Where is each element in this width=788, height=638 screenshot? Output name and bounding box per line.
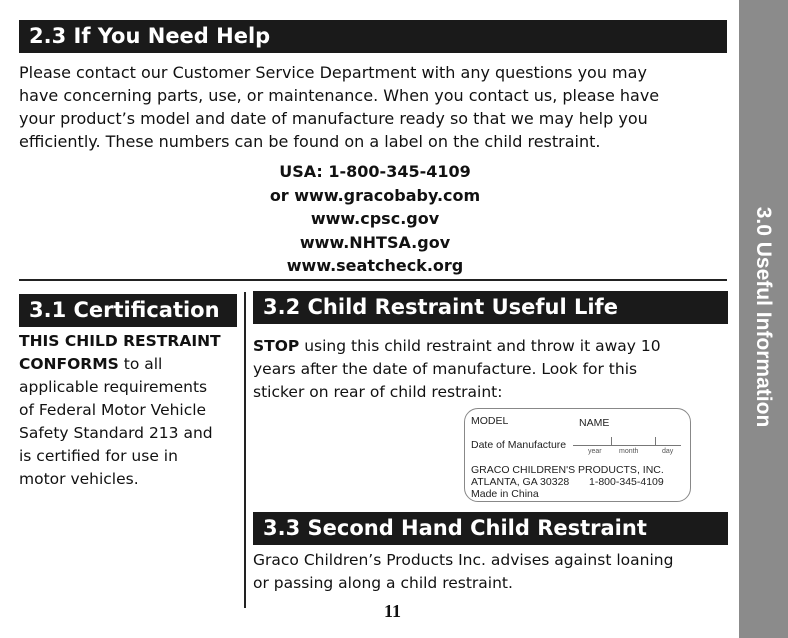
section-3-2-heading: 3.2 Child Restraint Useful Life	[253, 291, 728, 324]
section-2-3-heading: 2.3 If You Need Help	[19, 20, 727, 53]
body-line: efficiently. These numbers can be found on a label on the child restraint.	[19, 132, 601, 151]
vertical-divider	[244, 292, 246, 608]
body-line: have concerning parts, use, or maintenance. When you contact us, please have	[19, 86, 660, 105]
sticker-address: ATLANTA, GA 30328	[471, 476, 570, 488]
conforms-label: CONFORMS	[19, 355, 119, 373]
body-line: is certified for use in	[19, 447, 178, 465]
contact-list	[140, 160, 610, 278]
body-line: your product’s model and date of manufacture ready so that we may help you	[19, 109, 648, 128]
sticker-phone: 1-800-345-4109	[589, 476, 664, 488]
body-line: applicable requirements	[19, 378, 208, 396]
day-label: day	[662, 448, 674, 455]
page-number: 11	[384, 601, 402, 621]
section-3-3-body	[253, 549, 728, 595]
date-tick	[611, 437, 612, 445]
section-3-1-heading: 3.1 Certification	[19, 294, 237, 327]
sticker-company: GRACO CHILDREN'S PRODUCTS, INC.	[471, 464, 664, 476]
manufacture-sticker	[464, 408, 691, 502]
body-line: years after the date of manufacture. Look for this	[253, 360, 638, 378]
section-2-3-body	[19, 61, 729, 153]
website-link[interactable]: www.NHTSA.gov	[299, 232, 451, 252]
date-tick	[655, 437, 656, 445]
side-tab-label: 3.0 Useful Information	[752, 206, 775, 428]
body-text: using this child restraint and throw it away 10	[299, 337, 661, 355]
section-3-3-heading: 3.3 Second Hand Child Restraint	[253, 512, 728, 545]
website-link[interactable]: or www.gracobaby.com	[269, 185, 481, 205]
sticker-name-label: NAME	[579, 417, 610, 429]
stop-label: STOP	[253, 337, 300, 355]
body-line: or passing along a child restraint.	[253, 574, 513, 592]
year-label: year	[588, 448, 602, 455]
body-line: motor vehicles.	[19, 470, 139, 488]
conformance-statement: THIS CHILD RESTRAINT	[19, 332, 221, 350]
website-link[interactable]: www.cpsc.gov	[310, 209, 440, 228]
sticker-date-label: Date of Manufacture	[471, 439, 567, 451]
website-link[interactable]: www.seatcheck.org	[286, 256, 464, 275]
body-line: sticker on rear of child restraint:	[253, 383, 503, 401]
body-text: to all	[118, 355, 163, 373]
body-line: Graco Children’s Products Inc. advises against loaning	[253, 551, 674, 569]
body-line: Safety Standard 213 and	[19, 424, 213, 442]
sticker-model-label: MODEL	[471, 415, 509, 427]
horizontal-divider	[19, 279, 727, 281]
month-label: month	[619, 448, 639, 455]
body-line: of Federal Motor Vehicle	[19, 401, 207, 419]
phone-number: USA: 1-800-345-4109	[279, 162, 471, 181]
body-line: Please contact our Customer Service Department with any questions you may	[19, 63, 647, 82]
sticker-origin: Made in China	[471, 488, 539, 500]
date-line	[573, 445, 681, 446]
section-3-2-body	[253, 335, 728, 404]
section-3-1-body	[19, 330, 241, 491]
